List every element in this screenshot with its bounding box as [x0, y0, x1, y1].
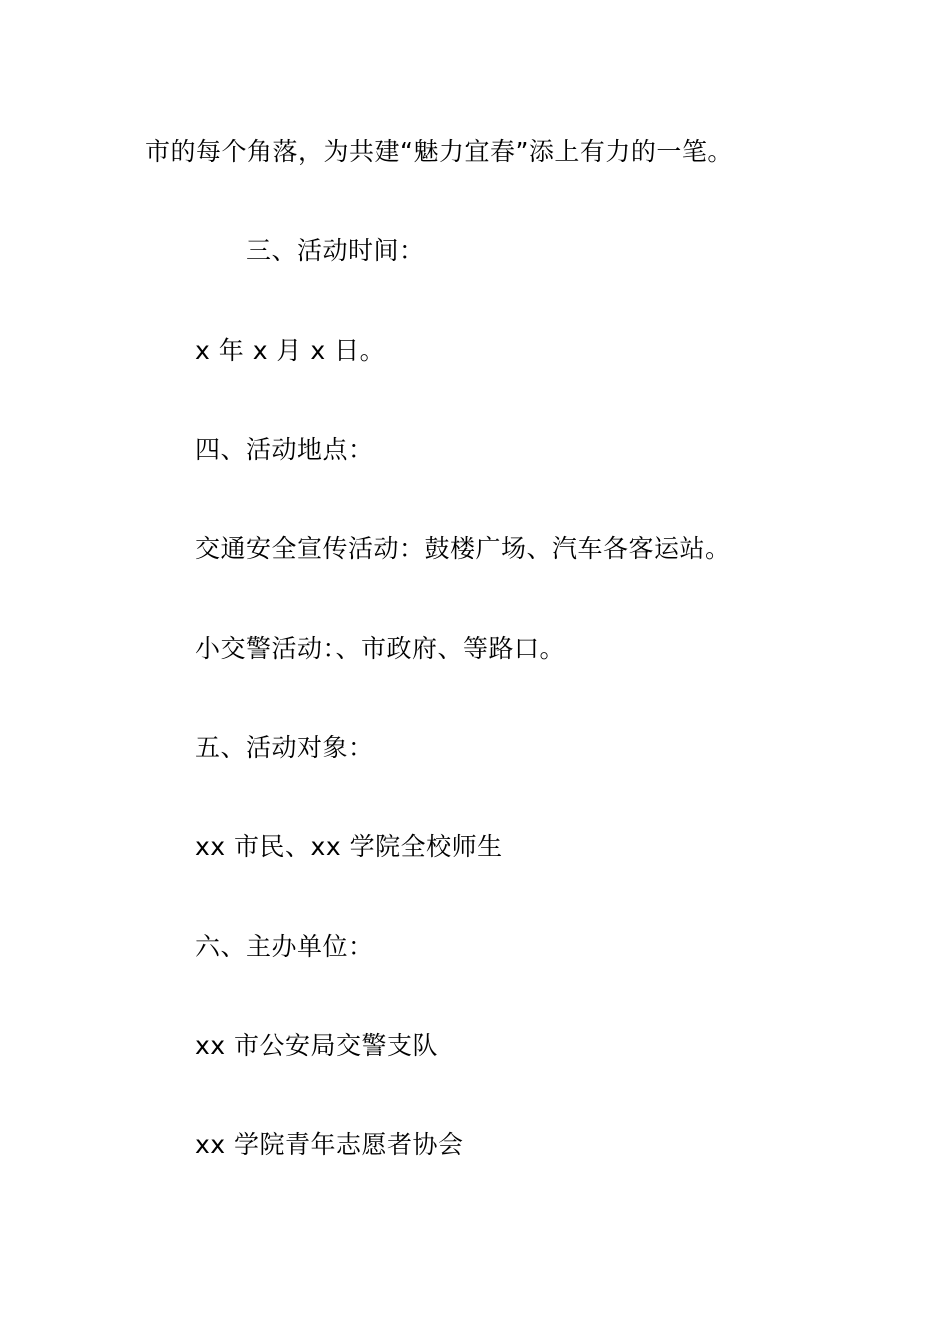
section-heading-activity-time: 三、活动时间：: [246, 236, 425, 265]
paragraph-continuation: 市的每个角落，为共建“魅力宜春”添上有力的一笔。: [145, 137, 733, 166]
activity-date: x 年 x 月 x 日。: [195, 336, 386, 365]
section-heading-organizers: 六、主办单位：: [195, 932, 374, 961]
section-heading-activity-location: 四、活动地点：: [195, 435, 374, 464]
organizer-volunteer-association: xx 学院青年志愿者协会: [195, 1130, 464, 1159]
location-traffic-safety: 交通安全宣传活动：鼓楼广场、汽车各客运站。: [195, 534, 731, 563]
location-junior-police: 小交警活动：、市政府、等路口。: [195, 634, 566, 663]
activity-target: xx 市民、xx 学院全校师生: [195, 832, 503, 861]
organizer-traffic-police: xx 市公安局交警支队: [195, 1031, 439, 1060]
section-heading-activity-target: 五、活动对象：: [195, 733, 374, 762]
